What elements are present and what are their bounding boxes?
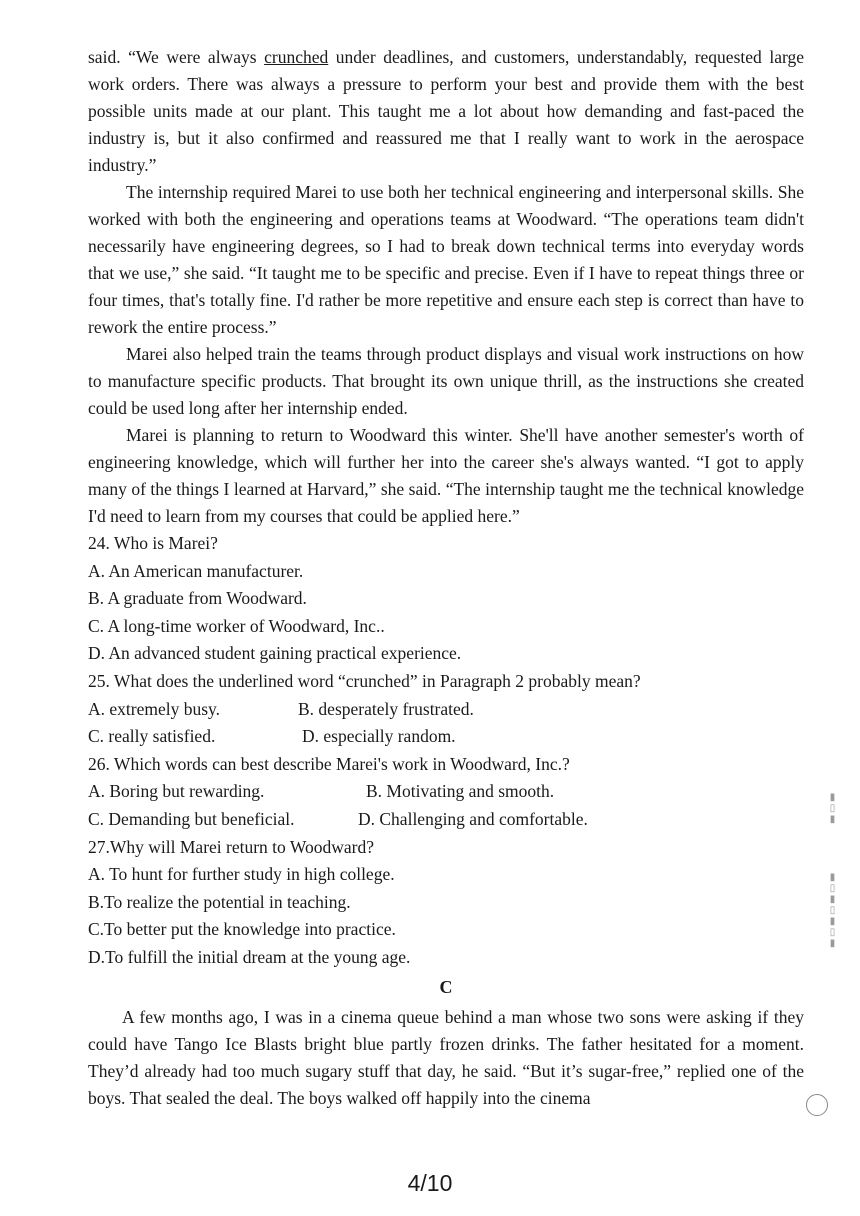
passage-b-paragraph-3: Marei also helped train the teams through product displays and visual work instructions on how to manufacture specific products. That brought its own unique thrill, as the instructions she created could be used long after her internship ended.: [88, 344, 804, 418]
option-c: C.To better put the knowledge into practice.: [88, 919, 396, 940]
options-row: [88, 806, 804, 834]
question-stem: 26. Which words can best describe Marei's work in Woodward, Inc.?: [88, 753, 570, 774]
option-b: B. desperately frustrated.: [298, 698, 474, 719]
option-c: C. Demanding but beneficial.: [88, 808, 295, 829]
underlined-word: crunched: [264, 47, 329, 67]
options-row: [88, 696, 804, 724]
options-row: [88, 723, 804, 751]
document-page: [88, 44, 804, 1112]
option-b: B. Motivating and smooth.: [366, 781, 555, 802]
passage-b-paragraph-4: Marei is planning to return to Woodward this winter. She'll have another semester's worth of engineering knowledge, which will further her into the career she's always wanted. “I got to apply many of the things I learned at Harvard,” she said. “The internship taught me the technical knowledge I'd need to learn from my courses that could be applied here.”: [88, 425, 804, 526]
option-c: C. A long-time worker of Woodward, Inc..: [88, 615, 385, 636]
option-d: D. Challenging and comfortable.: [358, 808, 588, 829]
scan-margin-mark: ▮▯▮: [827, 792, 838, 825]
question-stem: 27.Why will Marei return to Woodward?: [88, 836, 374, 857]
paragraph-text: under deadlines, and customers, understandably, requested large work orders. There was always a pressure to perform your best and provide them with the best possible units made at our plant. This taught me a lot about how demanding and fast-paced the industry is, but it also confirmed and reassured me that I really want to work in the aerospace industry.”: [88, 47, 804, 175]
options-row: [88, 778, 804, 806]
question-27: [88, 834, 804, 972]
question-24: [88, 530, 804, 668]
passage-b-paragraph-2: The internship required Marei to use both her technical engineering and interpersonal skills. She worked with both the engineering and operations teams at Woodward. “The operations team didn't necessarily have engineering degrees, so I had to break down technical terms into everyday words that we use,” she said. “It taught me to be specific and precise. Even if I have to repeat things three or four times, that's totally fine. I'd rather be more repetitive and ensure each step is correct than have to rework the entire process.”: [88, 182, 804, 337]
option-d: D. An advanced student gaining practical experience.: [88, 643, 462, 664]
option-a: A. To hunt for further study in high college.: [88, 864, 395, 885]
page-number: 4/10: [407, 1170, 453, 1196]
question-25: [88, 668, 804, 751]
passage-c-paragraph-1: A few months ago, I was in a cinema queue behind a man whose two sons were asking if they could have Tango Ice Blasts bright blue partly frozen drinks. The father hesitated for a moment. They’d already had too much sugary stuff that day, he said. “But it’s sugar-free,” replied one of the boys. That sealed the deal. The boys walked off happily into the cinema: [88, 1006, 804, 1108]
scan-margin-mark: ▮▯▮▯▮▯▮: [827, 872, 838, 949]
option-a: A. Boring but rewarding.: [88, 781, 265, 802]
question-stem: 24. Who is Marei?: [88, 533, 218, 553]
option-d: D. especially random.: [302, 726, 456, 747]
question-26: [88, 751, 804, 834]
passage-b-paragraph-1: [88, 44, 804, 179]
option-a: A. An American manufacturer.: [88, 560, 304, 581]
question-stem: 25. What does the underlined word “crunched” in Paragraph 2 probably mean?: [88, 670, 641, 691]
option-d: D.To fulfill the initial dream at the young age.: [88, 946, 411, 967]
paragraph-text: said. “We were always: [88, 47, 265, 67]
option-c: C. really satisfied.: [88, 726, 216, 747]
option-b: B. A graduate from Woodward.: [88, 588, 307, 609]
option-b: B.To realize the potential in teaching.: [88, 891, 351, 912]
section-heading-c: C: [439, 976, 453, 997]
option-a: A. extremely busy.: [88, 698, 221, 719]
scan-circle-mark: [806, 1094, 828, 1116]
